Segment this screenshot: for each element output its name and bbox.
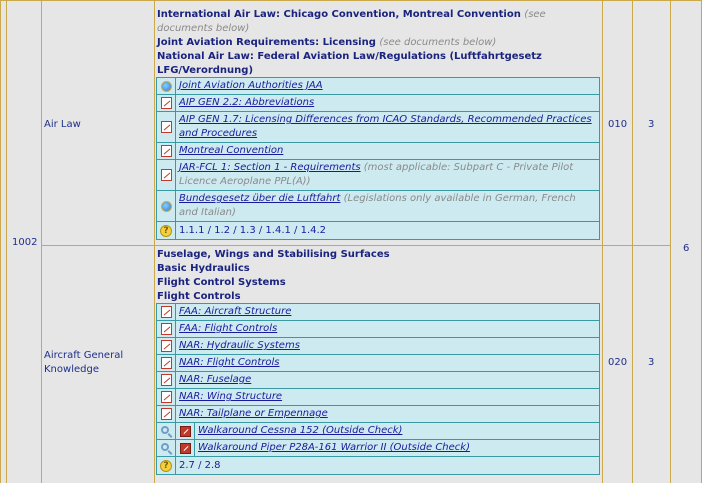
learning-objectives-row xyxy=(157,222,599,239)
pdf-icon xyxy=(157,389,176,405)
document-link[interactable]: NAR: Tailplane or Empennage xyxy=(179,408,328,419)
document-row xyxy=(157,160,599,191)
heading-line: Flight Control Systems xyxy=(157,277,286,288)
subject-number-cell xyxy=(602,245,632,483)
document-list xyxy=(156,77,600,240)
subject-name: Air Law xyxy=(44,119,81,130)
document-link[interactable]: NAR: Flight Controls xyxy=(179,357,280,368)
document-note: (most applicable: Subpart C - Private Pilot Licence Aeroplane PPL(A)) xyxy=(179,162,574,187)
document-row xyxy=(157,440,599,457)
document-row xyxy=(157,423,599,440)
heading-line: Fuselage, Wings and Stabilising Surfaces xyxy=(157,249,390,260)
subject-weight: 3 xyxy=(648,119,655,130)
flash-movie-icon xyxy=(176,440,195,456)
document-row xyxy=(157,338,599,355)
subject-headings xyxy=(157,8,597,78)
subject-number-cell xyxy=(602,0,632,245)
document-link[interactable]: FAA: Flight Controls xyxy=(179,323,278,334)
heading-line: Flight Controls xyxy=(157,291,241,302)
document-row xyxy=(157,355,599,372)
document-row xyxy=(157,406,599,423)
heading-line: National Air Law: Federal Aviation Law/Regulations (Luftfahrtgesetz LFG/Verordnung) xyxy=(157,51,542,76)
document-link[interactable]: NAR: Wing Structure xyxy=(179,391,283,402)
document-row xyxy=(157,78,599,95)
pdf-icon xyxy=(157,338,176,354)
pdf-icon xyxy=(157,321,176,337)
subject-name-cell xyxy=(41,0,154,245)
help-icon: ? xyxy=(157,457,176,474)
subject-headings xyxy=(157,248,597,304)
document-row xyxy=(157,112,599,143)
module-code-cell xyxy=(6,0,41,483)
document-link[interactable]: Montreal Convention xyxy=(179,145,284,156)
pdf-icon xyxy=(157,304,176,320)
document-link[interactable]: JAR-FCL 1: Section 1 - Requirements xyxy=(179,162,361,173)
web-link-icon xyxy=(157,78,176,94)
document-link[interactable]: NAR: Hydraulic Systems xyxy=(179,340,300,351)
heading-line: Basic Hydraulics xyxy=(157,263,250,274)
learning-objectives: 1.1.1 / 1.2 / 1.3 / 1.4.1 / 1.4.2 xyxy=(179,224,327,236)
document-link[interactable]: FAA: Aircraft Structure xyxy=(179,306,292,317)
subject-number: 020 xyxy=(608,357,628,368)
web-link-icon xyxy=(157,191,176,221)
module-credits-cell xyxy=(670,0,702,483)
magnifier-icon xyxy=(157,440,176,456)
subject-weight-cell xyxy=(632,0,670,245)
module-credits: 6 xyxy=(683,243,690,254)
learning-objectives: 2.7 / 2.8 xyxy=(179,459,221,471)
document-link[interactable]: Bundesgesetz über die Luftfahrt xyxy=(179,193,341,204)
pdf-icon xyxy=(157,372,176,388)
pdf-icon xyxy=(157,406,176,422)
pdf-icon xyxy=(157,112,176,142)
document-link[interactable]: NAR: Fuselage xyxy=(179,374,252,385)
document-row xyxy=(157,304,599,321)
heading-line: International Air Law: Chicago Convention, Montreal Convention (see documents below) xyxy=(157,9,546,34)
module-code: 1002 xyxy=(12,237,38,248)
document-link[interactable]: Walkaround Cessna 152 (Outside Check) xyxy=(198,425,403,436)
subject-name: Aircraft General Knowledge xyxy=(44,350,124,375)
subject-name-cell xyxy=(41,245,154,483)
help-icon: ? xyxy=(157,222,176,239)
learning-objectives-row xyxy=(157,457,599,474)
heading-line: Joint Aviation Requirements: Licensing (see documents below) xyxy=(157,37,497,48)
pdf-icon xyxy=(157,355,176,371)
subject-number: 010 xyxy=(608,119,628,130)
subject-weight-cell xyxy=(632,245,670,483)
document-note: (Legislations only available in German, French and Italian) xyxy=(179,193,576,218)
subject-weight: 3 xyxy=(648,357,655,368)
document-row xyxy=(157,321,599,338)
document-row xyxy=(157,143,599,160)
flash-movie-icon xyxy=(176,423,195,439)
document-row xyxy=(157,372,599,389)
document-row xyxy=(157,95,599,112)
document-link[interactable]: Walkaround Piper P28A-161 Warrior II (Outside Check) xyxy=(198,442,470,453)
magnifier-icon xyxy=(157,423,176,439)
pdf-icon xyxy=(157,143,176,159)
document-link[interactable]: AIP GEN 1.7: Licensing Differences from ICAO Standards, Recommended Practices and Procedures xyxy=(179,114,592,139)
pdf-icon xyxy=(157,95,176,111)
pdf-icon xyxy=(157,160,176,190)
document-row xyxy=(157,389,599,406)
document-list xyxy=(156,303,600,475)
document-link[interactable]: AIP GEN 2.2: Abbreviations xyxy=(179,97,315,108)
document-row xyxy=(157,191,599,222)
document-link[interactable]: Joint Aviation Authorities JAA xyxy=(179,80,323,91)
